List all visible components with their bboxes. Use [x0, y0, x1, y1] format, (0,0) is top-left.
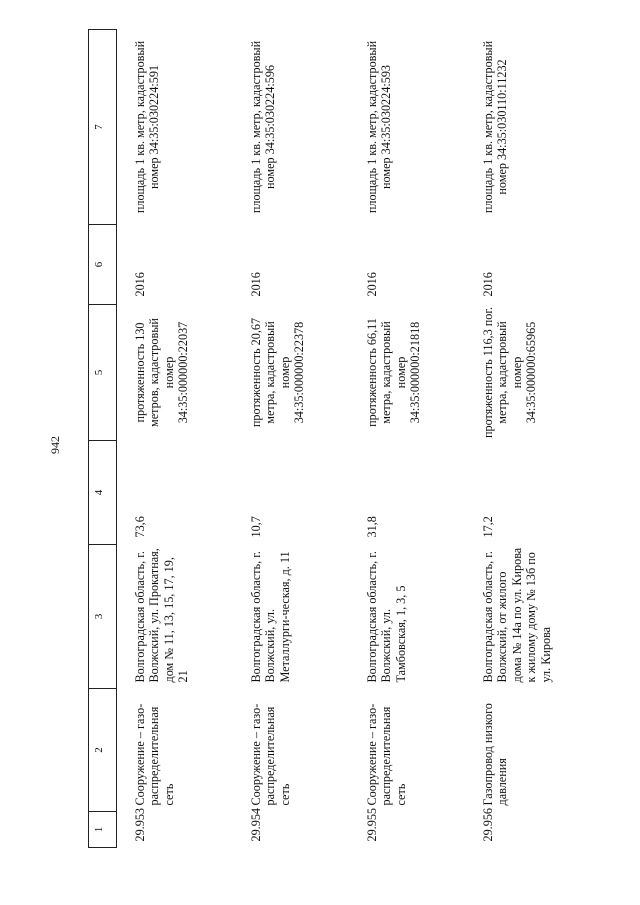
object-characteristics: протяженность 20,67 метра, кадастровый номер 34:35:000000:22378	[249, 317, 307, 428]
column-header-7: 7	[89, 30, 117, 225]
page-number	[44, 437, 66, 461]
table-row	[349, 30, 465, 848]
column-number-header-row	[89, 30, 117, 848]
object-year: 2016	[249, 272, 263, 297]
object-year: 2016	[133, 272, 147, 297]
column-header-6: 6	[89, 225, 117, 305]
land-plot-info: площадь 1 кв. метр, кадастровый номер 34:35:030224:596	[249, 40, 278, 214]
land-plot-info: площадь 1 кв. метр, кадастровый номер 34:35:030224:593	[365, 40, 394, 214]
column-header-1: 1	[89, 812, 117, 848]
row-number: 29.956	[481, 807, 495, 842]
object-value: 17,2	[481, 516, 495, 538]
column-header-2: 2	[89, 689, 117, 812]
land-plot-info: площадь 1 кв. метр, кадастровый номер 34:35:030110:11232	[481, 40, 510, 214]
page-number-text: 942	[48, 436, 62, 454]
row-number: 29.953	[133, 807, 147, 842]
object-name: Сооружение – газо-распределительная сеть	[249, 703, 292, 806]
property-registry-table	[88, 29, 597, 848]
object-name: Газопровод низкого давления	[481, 703, 510, 806]
object-characteristics: протяженность 116,3 пог. метра, кадастровый номер 34:35:000000:65965	[481, 306, 539, 439]
row-number: 29.955	[365, 807, 379, 842]
column-header-4: 4	[89, 441, 117, 545]
table-row	[117, 30, 234, 848]
rotated-sheet-frame	[88, 30, 553, 848]
object-characteristics: протяженность 66,11 метра, кадастровый номер 34:35:000000:21818	[365, 318, 423, 427]
object-address: Волгоградская область, г. Волжский, ул. Прокатная, дом № 11, 13, 15, 17, 19, 21	[133, 548, 191, 683]
table-row	[233, 30, 349, 848]
object-name: Сооружение – газо-распределительная сеть	[133, 703, 176, 806]
object-value: 10,7	[249, 516, 263, 538]
object-year: 2016	[365, 272, 379, 297]
object-address: Волгоградская область, г. Волжский, от жилого дома № 14а по ул. Кирова к жилому дому № 13б по ул. Кирова	[481, 547, 553, 683]
object-address: Волгоградская область, г. Волжский, ул. Металлурги-ческая, д. 11	[249, 551, 292, 683]
row-number: 29.954	[249, 807, 263, 842]
land-plot-info: площадь 1 кв. метр, кадастровый номер 34:35:030224:591	[133, 40, 162, 214]
column-header-5: 5	[89, 305, 117, 441]
table-row	[465, 30, 597, 848]
column-header-3: 3	[89, 545, 117, 689]
object-value: 31,8	[365, 516, 379, 538]
object-value: 73,6	[133, 516, 147, 538]
object-name: Сооружение – газо-распределительная сеть	[365, 703, 408, 806]
registry-sheet	[88, 30, 553, 848]
object-year: 2016	[481, 272, 495, 297]
object-characteristics: протяженность 130 метров, кадастровый номер 34:35:000000:22037	[133, 318, 191, 427]
object-address: Волгоградская область, г. Волжский, ул. Тамбовская, 1, 3, 5	[365, 551, 408, 683]
